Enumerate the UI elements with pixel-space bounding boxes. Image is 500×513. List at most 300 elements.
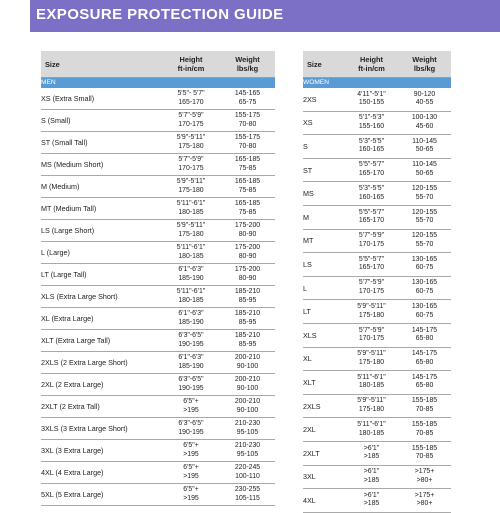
table-row — [41, 396, 275, 418]
weight-cell — [398, 418, 451, 442]
weight-cell — [220, 440, 275, 462]
height-cell-metric: >195 — [183, 406, 199, 414]
height-cell — [345, 253, 398, 277]
height-cell-metric: 185-190 — [178, 274, 204, 282]
weight-cell — [398, 276, 451, 300]
title-banner — [0, 0, 500, 32]
table-row — [41, 462, 275, 484]
height-cell-imperial: 6'3"-6'5" — [178, 375, 204, 383]
weight-cell-metric: >80+ — [416, 500, 433, 508]
height-cell-imperial: 6'1"-6'3" — [178, 265, 204, 273]
height-cell-metric: >195 — [183, 494, 199, 502]
height-cell-imperial: 6'3"-6'5" — [178, 419, 204, 427]
table-row — [41, 176, 275, 198]
height-cell-metric: >185 — [363, 453, 380, 461]
height-cell-metric: 175-180 — [358, 406, 385, 414]
table-row — [41, 440, 275, 462]
weight-cell-imperial: 120-155 — [411, 185, 438, 193]
height-cell-imperial: 5'11"-6'1" — [176, 199, 206, 207]
table-row — [41, 330, 275, 352]
size-cell: 2XLS — [303, 394, 345, 418]
table-row — [303, 347, 451, 371]
weight-cell-metric: 75-85 — [238, 164, 257, 172]
weight-cell-imperial: 165-185 — [234, 155, 261, 163]
weight-cell — [220, 264, 275, 286]
size-cell: ST (Small Tall) — [41, 132, 162, 154]
weight-cell-metric: 45-60 — [415, 122, 434, 130]
height-cell — [162, 242, 220, 264]
weight-cell-metric: 55-70 — [415, 193, 434, 201]
weight-cell-imperial: 165-185 — [234, 199, 261, 207]
height-cell — [162, 132, 220, 154]
height-cell-imperial: 6'3"-6'5" — [178, 331, 204, 339]
weight-cell-imperial: 130-165 — [411, 303, 438, 311]
men-height-header-line2: ft-in/cm — [177, 64, 205, 73]
weight-cell-metric: 40-55 — [415, 99, 434, 107]
height-cell-metric: 185-190 — [178, 362, 204, 370]
height-cell — [162, 352, 220, 374]
height-cell-metric: 180-185 — [178, 296, 204, 304]
height-cell — [162, 198, 220, 220]
height-cell-imperial: 5'7"-5'9" — [358, 232, 385, 240]
weight-cell-metric: 65-80 — [415, 382, 434, 390]
height-cell — [345, 135, 398, 159]
size-cell: 2XL — [303, 418, 345, 442]
height-cell-metric: 170-175 — [358, 288, 385, 296]
height-cell-imperial: 5'11"-6'1" — [176, 243, 206, 251]
height-cell-imperial: 6'5"+ — [183, 397, 199, 405]
size-cell: MS (Medium Short) — [41, 154, 162, 176]
men-height-header — [162, 51, 220, 78]
weight-cell — [220, 396, 275, 418]
weight-cell-imperial: 145-165 — [234, 89, 261, 97]
height-cell-imperial: 5'7"-5'9" — [358, 326, 385, 334]
weight-cell — [398, 371, 451, 395]
women-size-header: Size — [303, 51, 345, 78]
size-cell: S — [303, 135, 345, 159]
weight-cell — [398, 465, 451, 489]
size-cell: XS (Extra Small) — [41, 88, 162, 110]
weight-cell-metric: 50-65 — [415, 146, 434, 154]
height-cell — [345, 441, 398, 465]
weight-cell-metric: 95-105 — [236, 428, 259, 436]
weight-cell-metric: 75-85 — [238, 186, 257, 194]
height-cell-imperial: 5'9"-5'11" — [357, 350, 386, 358]
table-row — [303, 489, 451, 513]
weight-cell-imperial: 120-155 — [411, 208, 438, 216]
weight-cell — [220, 418, 275, 440]
height-cell-metric: 175-180 — [178, 230, 204, 238]
size-cell: M (Medium) — [41, 176, 162, 198]
table-row — [41, 242, 275, 264]
weight-cell-metric: >80+ — [416, 476, 433, 484]
height-cell-imperial: 5'9"-5'11" — [176, 177, 206, 185]
height-cell — [162, 484, 220, 506]
weight-cell-metric: 55-70 — [415, 240, 434, 248]
height-cell-imperial: 5'5"-5'7" — [358, 255, 385, 263]
weight-cell-metric: 90-100 — [236, 362, 259, 370]
weight-cell-metric: 100-110 — [235, 472, 260, 480]
table-row — [41, 352, 275, 374]
weight-cell-imperial: 175-200 — [234, 265, 261, 273]
size-cell: 2XLS (2 Extra Large Short) — [41, 352, 162, 374]
weight-cell — [220, 88, 275, 110]
height-cell-metric: 180-185 — [178, 252, 204, 260]
table-row — [303, 135, 451, 159]
weight-cell-imperial: 130-165 — [411, 255, 438, 263]
men-size-table — [41, 51, 275, 506]
weight-cell — [398, 135, 451, 159]
height-cell — [162, 308, 220, 330]
size-cell: XS — [303, 111, 345, 135]
height-cell — [162, 110, 220, 132]
women-section-row — [303, 78, 451, 89]
table-row — [41, 418, 275, 440]
weight-cell — [220, 308, 275, 330]
weight-cell-imperial: 90-120 — [413, 90, 436, 98]
weight-cell — [398, 441, 451, 465]
women-weight-header-line2: lbs/kg — [413, 64, 436, 73]
height-cell — [345, 276, 398, 300]
height-cell-imperial: 5'9"-5'11" — [357, 303, 386, 311]
women-size-table — [303, 51, 451, 513]
height-cell — [162, 220, 220, 242]
height-cell-metric: 150-155 — [358, 99, 385, 107]
weight-cell — [220, 286, 275, 308]
weight-cell — [398, 182, 451, 206]
table-row — [303, 111, 451, 135]
size-cell: 5XL (5 Extra Large) — [41, 484, 162, 506]
men-section-label: MEN — [41, 78, 275, 89]
table-row — [303, 394, 451, 418]
weight-cell-metric: 70-80 — [238, 120, 257, 128]
weight-cell — [398, 88, 451, 111]
table-row — [41, 286, 275, 308]
size-cell: MS — [303, 182, 345, 206]
weight-cell-imperial: 145-175 — [411, 373, 438, 381]
weight-cell — [220, 110, 275, 132]
women-table-body — [303, 88, 451, 512]
weight-cell-imperial: 200-210 — [234, 375, 261, 383]
women-height-header-line2: ft-in/cm — [358, 64, 385, 73]
height-cell — [345, 323, 398, 347]
table-row — [303, 205, 451, 229]
men-weight-header-line1: Weight — [235, 55, 260, 64]
women-header-row — [303, 51, 451, 78]
size-cell: 3XL — [303, 465, 345, 489]
height-cell-metric: 160-165 — [358, 193, 385, 201]
height-cell — [345, 371, 398, 395]
weight-cell-metric: 70-85 — [415, 429, 434, 437]
weight-cell — [398, 205, 451, 229]
weight-cell-imperial: 165-185 — [234, 177, 261, 185]
size-cell: S (Small) — [41, 110, 162, 132]
table-row — [303, 441, 451, 465]
height-cell-metric: 190-195 — [178, 340, 204, 348]
weight-cell-metric: 90-100 — [236, 406, 259, 414]
height-cell-metric: 190-195 — [178, 428, 204, 436]
weight-cell-imperial: 155-175 — [234, 111, 261, 119]
men-weight-header — [220, 51, 275, 78]
weight-cell — [398, 253, 451, 277]
weight-cell — [220, 220, 275, 242]
height-cell — [162, 418, 220, 440]
height-cell-metric: 180-185 — [358, 382, 385, 390]
women-section-label: WOMEN — [303, 78, 451, 89]
weight-cell — [220, 176, 275, 198]
size-cell: MT (Medium Tall) — [41, 198, 162, 220]
height-cell-metric: 175-180 — [358, 311, 385, 319]
height-cell-metric: 170-175 — [178, 164, 204, 172]
weight-cell-imperial: >175+ — [414, 491, 435, 499]
women-weight-header-line1: Weight — [412, 55, 437, 64]
weight-cell — [220, 352, 275, 374]
weight-cell-metric: 85-95 — [238, 296, 257, 304]
weight-cell-imperial: 185-210 — [234, 309, 261, 317]
height-cell — [345, 465, 398, 489]
size-cell: LS (Large Short) — [41, 220, 162, 242]
height-cell-metric: 180-185 — [358, 429, 385, 437]
table-row — [303, 88, 451, 111]
men-table-body — [41, 88, 275, 506]
size-cell: XL — [303, 347, 345, 371]
weight-cell-metric: 80-90 — [238, 230, 257, 238]
weight-cell-imperial: 155-185 — [411, 444, 438, 452]
weight-cell-imperial: 210-230 — [234, 441, 261, 449]
weight-cell-metric: 80-90 — [238, 274, 257, 282]
height-cell — [345, 229, 398, 253]
weight-cell-metric: 65-80 — [415, 358, 434, 366]
size-cell: XLT (Extra Large Tall) — [41, 330, 162, 352]
men-section-row — [41, 78, 275, 89]
table-row — [41, 198, 275, 220]
weight-cell — [398, 111, 451, 135]
height-cell-imperial: 5'9"-5'11" — [176, 133, 206, 141]
height-cell-metric: 180-185 — [178, 208, 204, 216]
height-cell-metric: 175-180 — [358, 358, 385, 366]
height-cell-metric: 170-175 — [178, 120, 204, 128]
size-cell: XLT — [303, 371, 345, 395]
height-cell — [345, 182, 398, 206]
weight-cell-metric: 80-90 — [238, 252, 257, 260]
weight-cell-metric: 60-75 — [415, 264, 434, 272]
height-cell-metric: >195 — [183, 472, 199, 480]
height-cell — [345, 205, 398, 229]
height-cell-imperial: 5'9"-5'11" — [176, 221, 206, 229]
height-cell-imperial: 5'7"-5'9" — [358, 279, 385, 287]
weight-cell — [220, 242, 275, 264]
weight-cell-metric: 105-115 — [235, 494, 260, 502]
men-weight-header-line2: lbs/kg — [236, 64, 259, 73]
weight-cell-metric: 65-80 — [415, 335, 434, 343]
weight-cell-imperial: 145-175 — [411, 326, 438, 334]
height-cell-metric: 185-190 — [178, 318, 204, 326]
weight-cell — [398, 158, 451, 182]
men-size-header: Size — [41, 51, 162, 78]
weight-cell-imperial: 155-185 — [411, 421, 438, 429]
height-cell-imperial: 5'7"-5'9" — [178, 155, 204, 163]
weight-cell-metric: 50-65 — [415, 170, 434, 178]
height-cell-metric: 175-180 — [178, 142, 204, 150]
height-cell-metric: 175-180 — [178, 186, 204, 194]
height-cell — [345, 489, 398, 513]
height-cell — [345, 418, 398, 442]
height-cell-metric: 170-175 — [358, 240, 385, 248]
page-title: EXPOSURE PROTECTION GUIDE — [36, 6, 284, 23]
height-cell — [162, 176, 220, 198]
weight-cell — [398, 347, 451, 371]
weight-cell-metric: 65-75 — [238, 98, 257, 106]
size-cell: 4XL — [303, 489, 345, 513]
height-cell — [162, 330, 220, 352]
size-cell: LT (Large Tall) — [41, 264, 162, 286]
men-height-header-line1: Height — [179, 55, 203, 64]
height-cell-imperial: 5'3"-5'5" — [358, 185, 385, 193]
height-cell-metric: >185 — [363, 476, 380, 484]
weight-cell-metric: 90-100 — [236, 384, 259, 392]
size-cell: MT — [303, 229, 345, 253]
size-cell: 2XL (2 Extra Large) — [41, 374, 162, 396]
height-cell-metric: 190-195 — [178, 384, 204, 392]
weight-cell-metric: 60-75 — [415, 288, 434, 296]
weight-cell — [398, 300, 451, 324]
table-row — [303, 276, 451, 300]
height-cell — [162, 374, 220, 396]
weight-cell-imperial: 230-255 — [234, 485, 261, 493]
size-cell: LT — [303, 300, 345, 324]
weight-cell — [220, 484, 275, 506]
weight-cell — [398, 323, 451, 347]
height-cell-imperial: 6'5"+ — [183, 485, 199, 493]
table-row — [303, 300, 451, 324]
table-row — [303, 229, 451, 253]
height-cell — [162, 286, 220, 308]
height-cell-imperial: 5'11"-6'1" — [357, 373, 386, 381]
table-row — [303, 371, 451, 395]
weight-cell-imperial: 210-230 — [234, 419, 261, 427]
weight-cell-imperial: 185-210 — [234, 331, 261, 339]
height-cell-metric: >185 — [363, 500, 380, 508]
weight-cell-metric: 85-95 — [238, 318, 257, 326]
table-row — [41, 220, 275, 242]
weight-cell-imperial: 175-200 — [234, 221, 261, 229]
height-cell — [345, 111, 398, 135]
weight-cell-metric: 70-85 — [415, 406, 434, 414]
size-cell: XLS (Extra Large Short) — [41, 286, 162, 308]
size-cell: 2XS — [303, 88, 345, 111]
height-cell-imperial: 4'11"-5'1" — [357, 90, 386, 98]
weight-cell — [398, 229, 451, 253]
table-row — [41, 484, 275, 506]
weight-cell-imperial: 110-145 — [412, 137, 437, 145]
height-cell — [162, 462, 220, 484]
height-cell-imperial: >6'1" — [363, 468, 380, 476]
height-cell-imperial: 5'5"-5'7" — [358, 208, 385, 216]
height-cell-imperial: 5'3"-5'5" — [358, 137, 385, 145]
weight-cell-imperial: 155-175 — [234, 133, 261, 141]
height-cell-metric: 165-170 — [358, 170, 385, 178]
weight-cell-metric: 95-105 — [236, 450, 259, 458]
weight-cell-metric: 55-70 — [415, 217, 434, 225]
table-row — [303, 418, 451, 442]
weight-cell — [220, 374, 275, 396]
table-row — [41, 308, 275, 330]
weight-cell-metric: 75-85 — [238, 208, 257, 216]
height-cell-metric: >195 — [183, 450, 199, 458]
table-row — [41, 110, 275, 132]
height-cell — [162, 440, 220, 462]
men-header-row — [41, 51, 275, 78]
height-cell-metric: 155-160 — [358, 122, 385, 130]
size-cell: L (Large) — [41, 242, 162, 264]
table-row — [41, 154, 275, 176]
weight-cell-imperial: 200-210 — [234, 353, 261, 361]
women-height-header-line1: Height — [360, 55, 383, 64]
height-cell-metric: 170-175 — [358, 335, 385, 343]
size-cell: 2XLT (2 Extra Tall) — [41, 396, 162, 418]
height-cell-imperial: 5'11"-6'1" — [357, 421, 386, 429]
height-cell — [345, 158, 398, 182]
height-cell-imperial: 6'5"+ — [183, 441, 199, 449]
weight-cell-metric: 85-95 — [238, 340, 257, 348]
weight-cell-imperial: 175-200 — [234, 243, 261, 251]
height-cell-imperial: 5'1"-5'3" — [358, 114, 385, 122]
height-cell-imperial: >6'1" — [363, 491, 380, 499]
height-cell — [162, 264, 220, 286]
weight-cell — [220, 462, 275, 484]
table-row — [41, 264, 275, 286]
height-cell-metric: 165-170 — [358, 217, 385, 225]
weight-cell — [220, 154, 275, 176]
table-row — [303, 323, 451, 347]
height-cell-metric: 165-170 — [358, 264, 385, 272]
weight-cell-imperial: 220-245 — [234, 463, 261, 471]
height-cell-imperial: 5'5"- 5'7" — [177, 89, 205, 97]
size-cell: XLS — [303, 323, 345, 347]
women-height-header — [345, 51, 398, 78]
height-cell-imperial: 5'7"-5'9" — [178, 111, 204, 119]
height-cell-metric: 165-170 — [178, 98, 204, 106]
size-cell: 2XLT — [303, 441, 345, 465]
weight-cell-imperial: 130-165 — [411, 279, 438, 287]
height-cell — [345, 394, 398, 418]
height-cell — [345, 300, 398, 324]
weight-cell — [398, 394, 451, 418]
size-cell: ST — [303, 158, 345, 182]
weight-cell — [220, 198, 275, 220]
women-weight-header — [398, 51, 451, 78]
table-row — [303, 253, 451, 277]
weight-cell-imperial: 155-185 — [411, 397, 438, 405]
weight-cell-imperial: 185-210 — [234, 287, 261, 295]
height-cell — [162, 154, 220, 176]
height-cell-imperial: 5'9"-5'11" — [357, 397, 386, 405]
height-cell-imperial: >6'1" — [363, 444, 380, 452]
weight-cell-imperial: 110-145 — [412, 161, 437, 169]
height-cell-imperial: 5'5"-5'7" — [358, 161, 385, 169]
table-row — [303, 465, 451, 489]
height-cell-imperial: 5'11"-6'1" — [176, 287, 206, 295]
height-cell-imperial: 6'5"+ — [183, 463, 199, 471]
height-cell-imperial: 6'1"-6'3" — [178, 309, 204, 317]
weight-cell — [220, 132, 275, 154]
weight-cell-imperial: 100-130 — [411, 114, 438, 122]
size-cell: 3XLS (3 Extra Large Short) — [41, 418, 162, 440]
height-cell-metric: 160-165 — [358, 146, 385, 154]
table-row — [41, 132, 275, 154]
height-cell — [162, 396, 220, 418]
size-cell: 3XL (3 Extra Large) — [41, 440, 162, 462]
